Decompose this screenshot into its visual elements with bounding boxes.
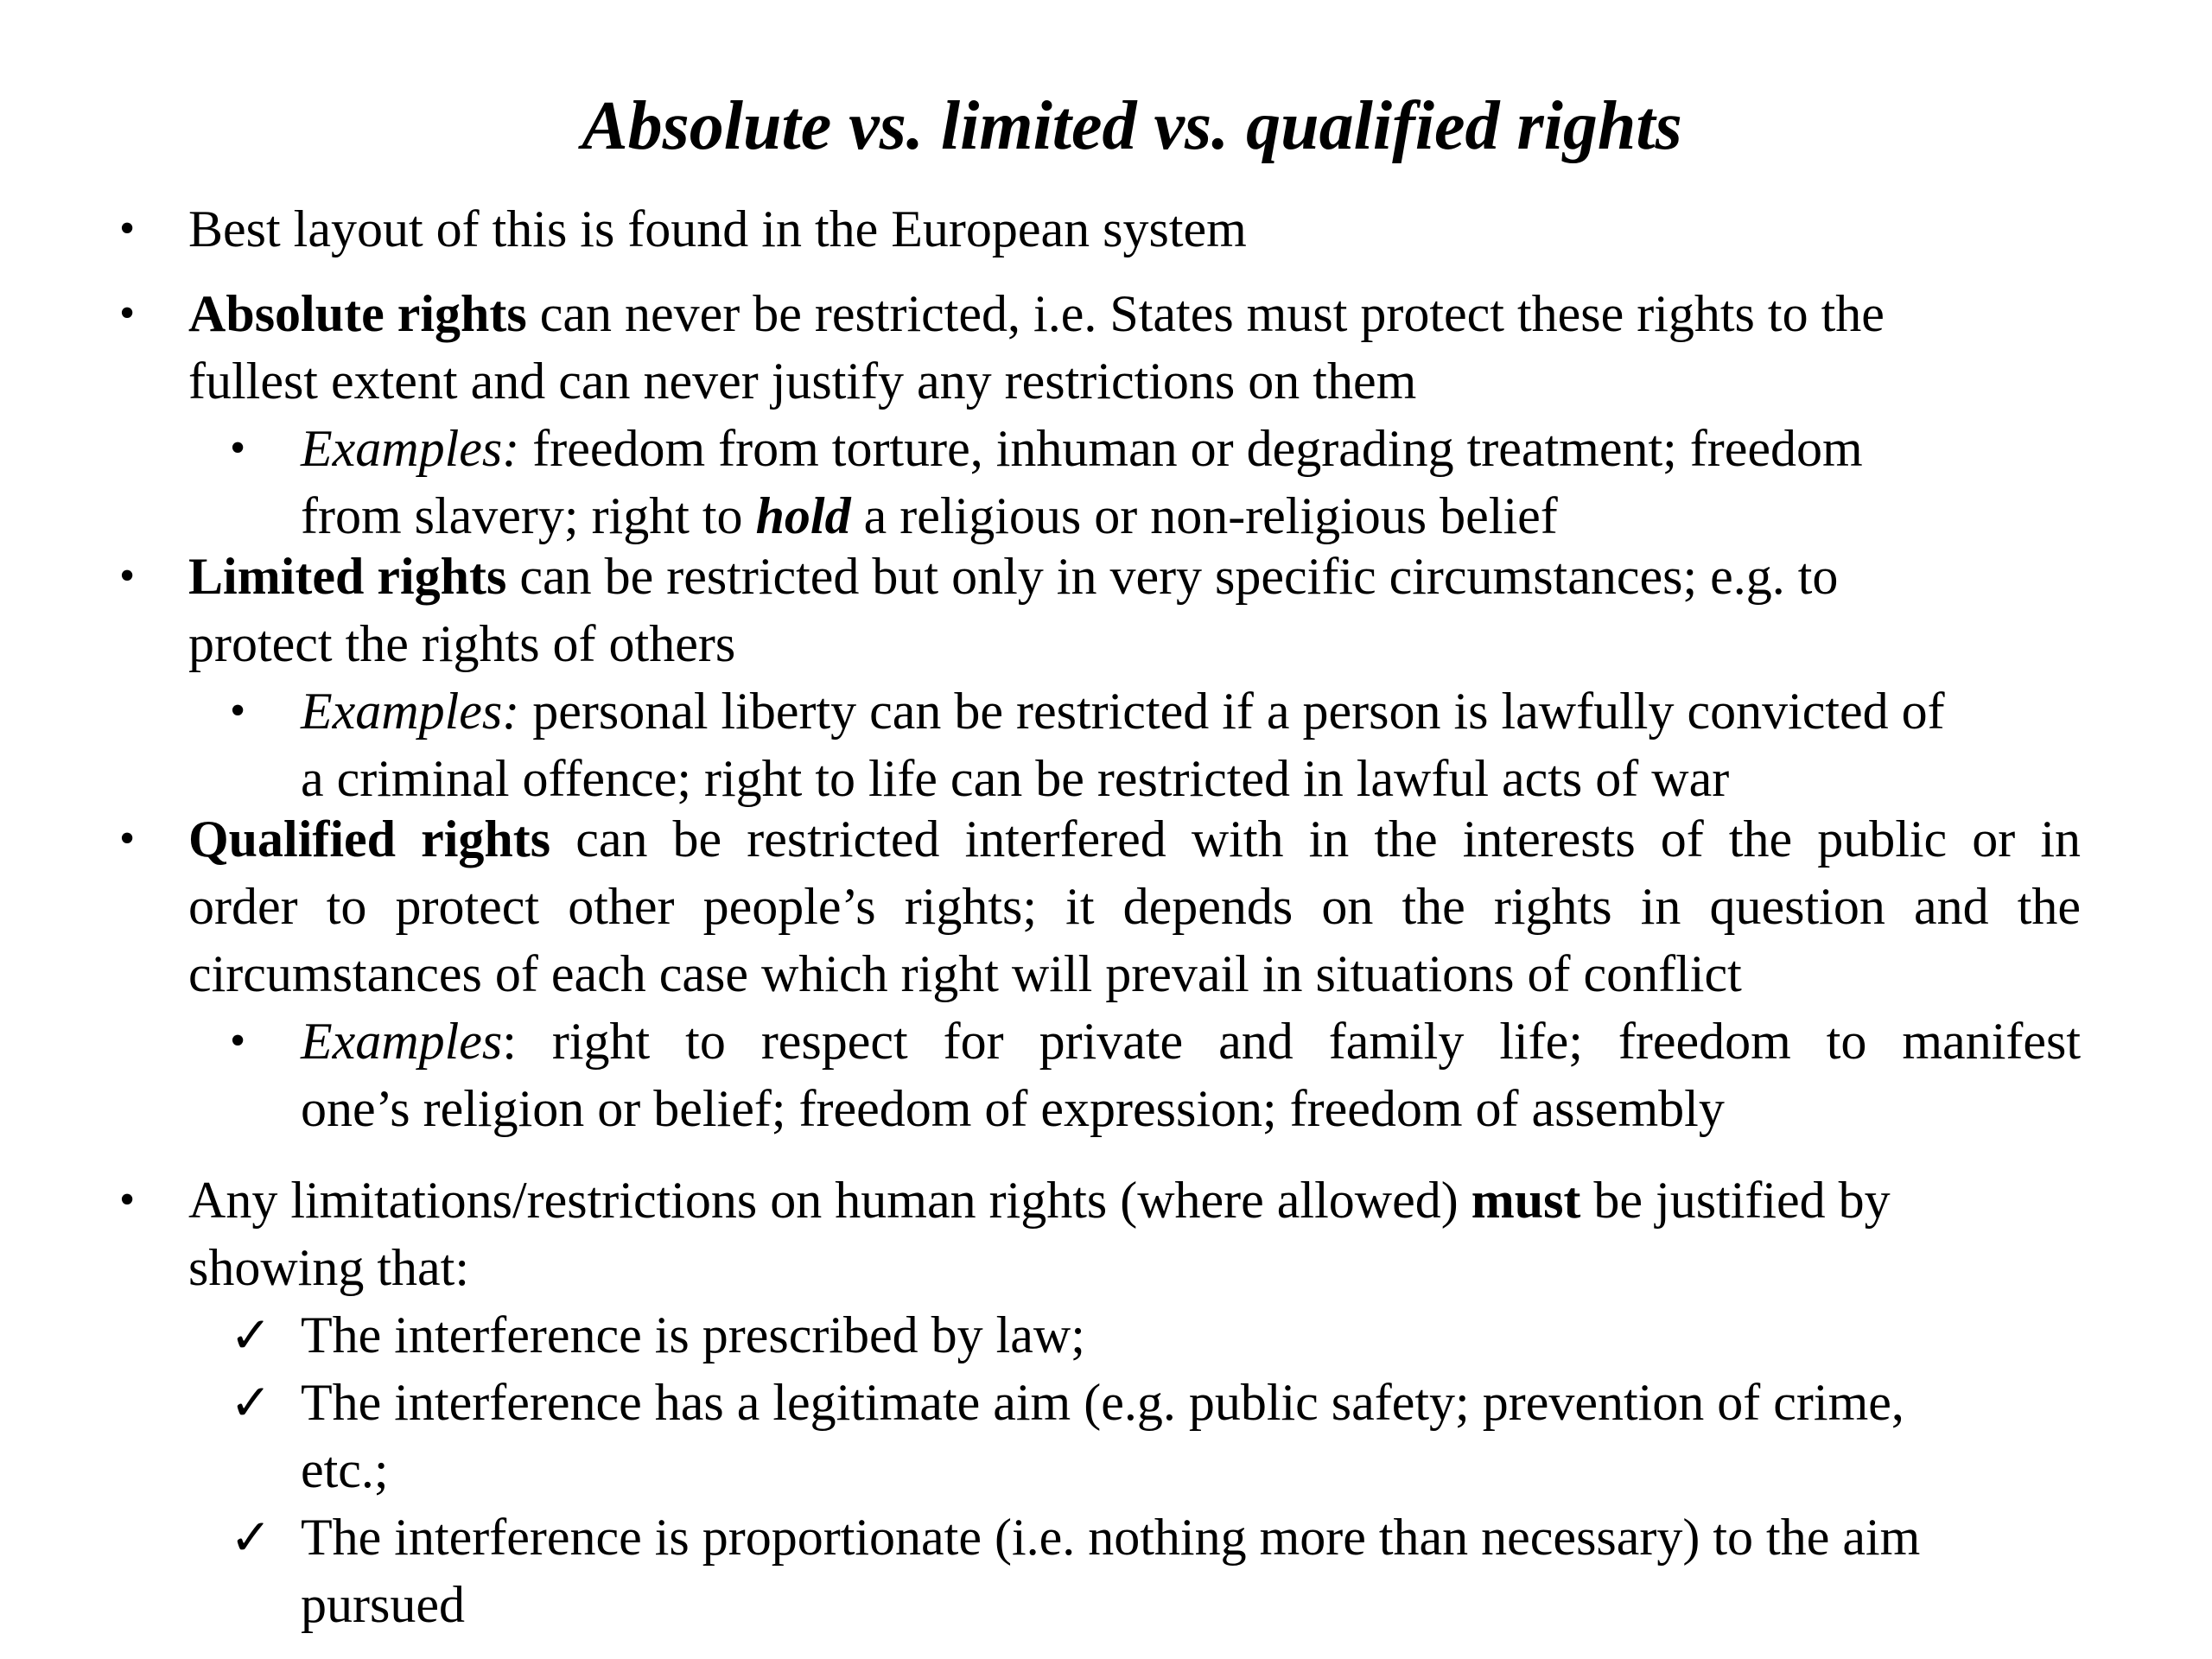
examples-label: Examples:	[301, 683, 520, 740]
absolute-examples-line2: from slavery; right to hold a religious or non-religious belief	[301, 487, 1558, 544]
limited-rights-term: Limited rights	[188, 548, 507, 605]
bullet-marker: •	[119, 551, 136, 601]
qualified-rights-line2: order to protect other people’s rights; it depends on the rights in question and the	[188, 878, 2081, 935]
sub-bullet-marker: •	[230, 686, 246, 735]
check-item-text: The interference is proportionate (i.e. nothing more than necessary) to the aim	[301, 1509, 1921, 1566]
checkmark-icon: ✓	[230, 1373, 272, 1432]
check-item-text-cont: etc.;	[301, 1441, 389, 1498]
qualified-examples-line1: Examples: right to respect for private and family life; freedom to manifest	[301, 1013, 2081, 1070]
qualified-rights-term: Qualified rights	[188, 810, 551, 868]
bullet-marker: •	[119, 289, 136, 338]
limited-rights-line2: protect the rights of others	[188, 615, 736, 672]
limited-examples-line2: a criminal offence; right to life can be restricted in lawful acts of war	[301, 750, 1730, 807]
sub-bullet-marker: •	[230, 1016, 246, 1065]
check-item-text: The interference has a legitimate aim (e.g. public safety; prevention of crime,	[301, 1374, 1904, 1431]
qualified-rights-line3: circumstances of each case which right will prevail in situations of conflict	[188, 945, 1742, 1002]
hold-emphasis: hold	[755, 487, 851, 544]
must-emphasis: must	[1471, 1172, 1581, 1229]
absolute-rights-line2: fullest extent and can never justify any restrictions on them	[188, 353, 1417, 410]
examples-label: Examples	[301, 1013, 503, 1070]
limited-rights-line1: Limited rights can be restricted but only in very specific circumstances; e.g. to	[188, 548, 1839, 605]
limited-examples-line1: Examples: personal liberty can be restricted if a person is lawfully convicted of	[301, 683, 1945, 740]
checkmark-icon: ✓	[230, 1508, 272, 1567]
absolute-examples-line1: Examples: freedom from torture, inhuman or degrading treatment; freedom	[301, 420, 1863, 477]
check-item-text: The interference is prescribed by law;	[301, 1306, 1085, 1363]
sub-bullet-marker: •	[230, 423, 246, 473]
absolute-rights-line1: Absolute rights can never be restricted, i.e. States must protect these rights to the	[188, 285, 1885, 342]
limitations-line1: Any limitations/restrictions on human rights (where allowed) must be justified by	[188, 1172, 1891, 1229]
qualified-examples-line2: one’s religion or belief; freedom of expression; freedom of assembly	[301, 1080, 1725, 1137]
bullet-marker: •	[119, 204, 136, 253]
slide-title: Absolute vs. limited vs. qualified rights	[582, 88, 1682, 164]
check-item-text-cont: pursued	[301, 1576, 465, 1633]
intro-text: Best layout of this is found in the European system	[188, 200, 1247, 257]
bullet-marker: •	[119, 1175, 136, 1224]
checkmark-icon: ✓	[230, 1306, 272, 1364]
bullet-marker: •	[119, 814, 136, 863]
limitations-line2: showing that:	[188, 1239, 469, 1296]
absolute-rights-term: Absolute rights	[188, 285, 527, 342]
examples-label: Examples:	[301, 420, 520, 477]
qualified-rights-line1: Qualified rights can be restricted interfered with in the interests of the public or in	[188, 810, 2082, 868]
